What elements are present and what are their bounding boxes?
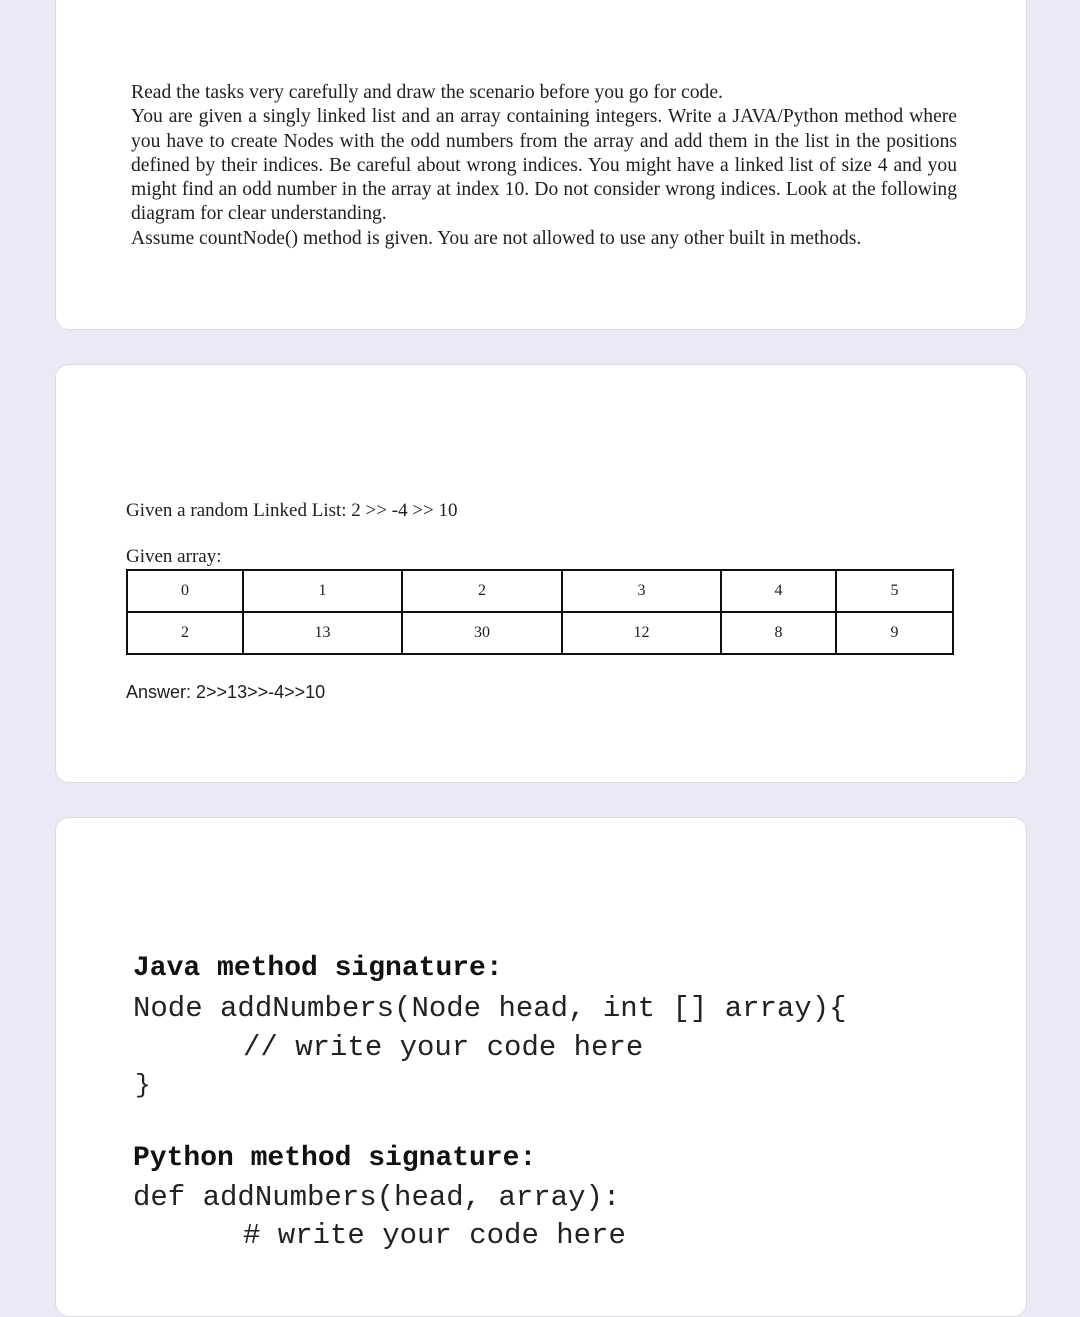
array-value-row [127, 612, 953, 654]
array-index-cell: 3 [562, 570, 721, 612]
task-line-intro: Read the tasks very carefully and draw the scenario before you go for code. [131, 82, 723, 103]
array-index-row [127, 570, 953, 612]
java-heading: Java method signature: [133, 953, 503, 984]
given-array-label: Given array: [126, 546, 222, 567]
python-signature: def addNumbers(head, array): [133, 1181, 621, 1214]
given-linked-list: Given a random Linked List: 2 >> -4 >> 10 [126, 500, 458, 521]
task-card [55, 0, 1027, 330]
array-index-cell: 5 [836, 570, 953, 612]
array-value-cell: 8 [721, 612, 836, 654]
array-value-cell: 30 [402, 612, 562, 654]
java-signature: Node addNumbers(Node head, int [] array){ [133, 992, 847, 1025]
array-value-cell: 12 [562, 612, 721, 654]
task-description [131, 81, 957, 251]
array-index-cell: 2 [402, 570, 562, 612]
array-table [126, 569, 954, 655]
array-value-cell: 13 [243, 612, 402, 654]
java-close-brace: } [135, 1070, 151, 1100]
array-index-cell: 1 [243, 570, 402, 612]
array-value-cell: 2 [127, 612, 243, 654]
answer-text: Answer: 2>>13>>-4>>10 [126, 682, 326, 702]
python-heading: Python method signature: [133, 1143, 537, 1174]
code-card [55, 817, 1027, 1317]
task-line-body: You are given a singly linked list and an array containing integers. Write a JAVA/Python method where you have to create Nodes with the odd numbers from the array and add them in the list in the positions defined by their indices. Be careful about wrong indices. You might have a linked list of size 4 and you might find an odd number in the array at index 10. Do not consider wrong indices. Look at the following diagram for clear understanding. [131, 106, 957, 225]
example-card [55, 364, 1027, 783]
task-line-assumption: Assume countNode() method is given. You are not allowed to use any other built in methods. [131, 227, 862, 249]
array-value-cell: 9 [836, 612, 953, 654]
array-index-cell: 4 [721, 570, 836, 612]
python-comment: # write your code here [243, 1219, 626, 1252]
array-index-cell: 0 [127, 570, 243, 612]
java-comment: // write your code here [243, 1031, 644, 1064]
